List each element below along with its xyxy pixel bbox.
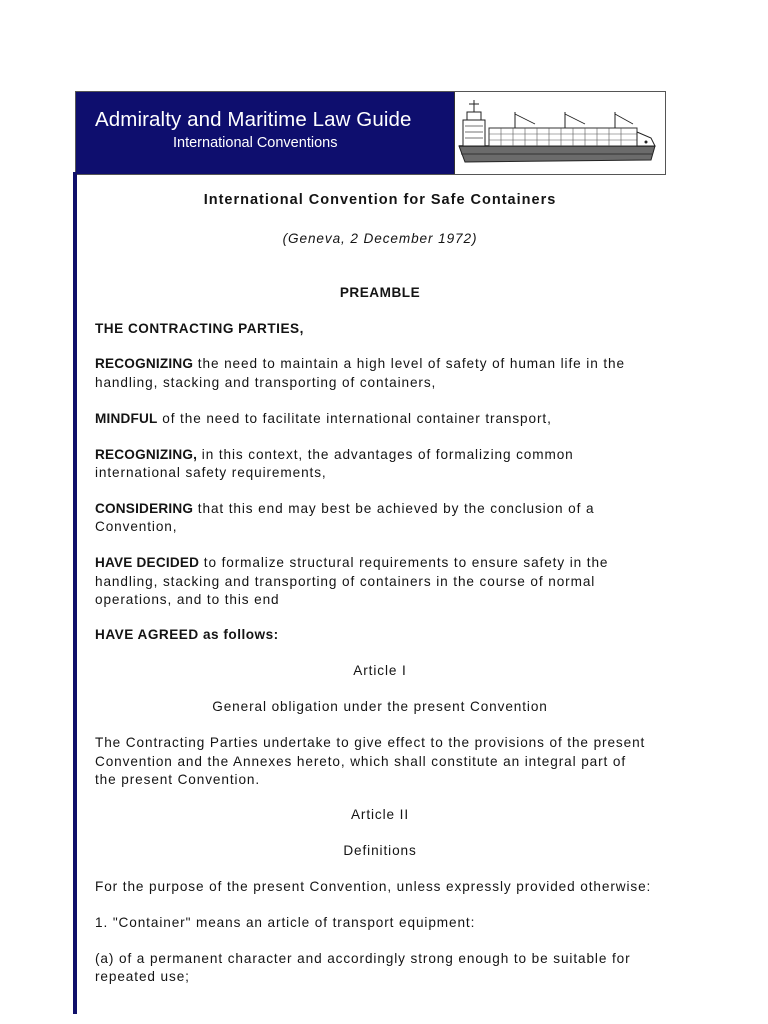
decided-text-2: handling, stacking and transporting of containers in the course of normal	[95, 574, 596, 589]
article2-title: Definitions	[343, 843, 417, 858]
recognizing-text: the need to maintain a high level of safety of human life in the	[193, 356, 625, 371]
have-agreed: HAVE AGREED as follows:	[95, 627, 279, 642]
banner-title: Admiralty and Maritime Law Guide	[95, 108, 412, 131]
article1-heading: Article I	[353, 663, 407, 678]
decided-text-3: operations, and to this end	[95, 592, 280, 607]
article1-title: General obligation under the present Convention	[212, 699, 548, 714]
header-banner	[75, 91, 666, 175]
article2-heading: Article II	[350, 807, 410, 822]
recognizing2-text-2: international safety requirements,	[95, 465, 327, 480]
container-ship-icon	[455, 92, 666, 174]
considering-keyword: CONSIDERING	[95, 501, 194, 516]
mindful-paragraph	[95, 410, 552, 428]
banner-title-panel	[76, 92, 455, 174]
mindful-keyword: MINDFUL	[95, 411, 158, 426]
recognizing2-text: in this context, the advantages of formalizing common	[197, 447, 574, 462]
recognizing-paragraph	[95, 355, 625, 373]
decided-text: to formalize structural requirements to ensure safety in the	[199, 555, 609, 570]
place-date: (Geneva, 2 December 1972)	[282, 231, 478, 246]
article2-intro: For the purpose of the present Convention, unless expressly provided otherwise:	[95, 879, 652, 894]
mindful-text: of the need to facilitate international container transport,	[157, 411, 552, 426]
article1-text-2: Convention and the Annexes hereto, which shall constitute an integral part of	[95, 754, 627, 769]
recognizing-keyword: RECOGNIZING	[95, 356, 194, 371]
decided-keyword: HAVE DECIDED	[95, 555, 200, 570]
preamble-heading: PREAMBLE	[339, 285, 421, 300]
definition-1: 1. "Container" means an article of transport equipment:	[95, 915, 476, 930]
document-title: International Convention for Safe Containers	[203, 192, 557, 208]
definition-1a-line-1: (a) of a permanent character and accordingly strong enough to be suitable for	[95, 951, 631, 966]
recognizing-text-2: handling, stacking and transporting of containers,	[95, 375, 437, 390]
considering-text-2: Convention,	[95, 519, 178, 534]
contracting-parties: THE CONTRACTING PARTIES,	[95, 321, 304, 336]
considering-text: that this end may best be achieved by the conclusion of a	[193, 501, 595, 516]
article1-text-3: the present Convention.	[95, 772, 261, 787]
decided-paragraph	[95, 554, 608, 572]
left-border-rule	[73, 172, 77, 1014]
ship-image	[455, 92, 665, 174]
considering-paragraph	[95, 500, 594, 518]
banner-subtitle: International Conventions	[173, 135, 338, 151]
recognizing2-keyword: RECOGNIZING,	[95, 447, 198, 462]
definition-1a-line-2: repeated use;	[95, 969, 190, 984]
recognizing2-paragraph	[95, 446, 574, 464]
article1-text-1: The Contracting Parties undertake to give effect to the provisions of the present	[95, 735, 646, 750]
